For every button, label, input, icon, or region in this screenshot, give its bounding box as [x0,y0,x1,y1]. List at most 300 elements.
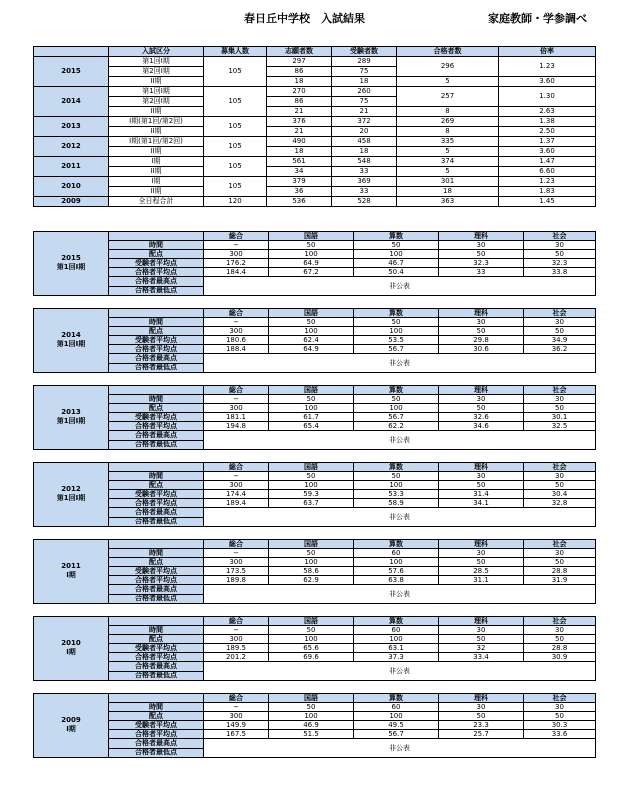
score-cell: 32.8 [524,499,596,508]
score-cell: 100 [354,712,439,721]
score-cell: 58.9 [354,499,439,508]
table-row [34,354,596,363]
subject-header: 理科 [439,617,524,626]
score-cell: 64.9 [269,259,354,268]
score-cell: 67.2 [269,268,354,277]
subject-header: 算数 [354,540,439,549]
non-public-cell: 非公表 [204,354,596,372]
table-row [34,508,596,517]
row-label: 受験者平均点 [109,413,204,422]
ratio-cell: 1.23 [499,177,596,187]
session-cell: II期 [109,107,204,117]
applicants-cell: 21 [267,127,332,137]
subject-header: 国語 [269,463,354,472]
session-cell: 第2回I期 [109,97,204,107]
score-cell: 30 [524,395,596,404]
session-cell: II期 [109,187,204,197]
score-cell: 181.1 [204,413,269,422]
score-cell: 300 [204,404,269,413]
score-cell: 50 [439,712,524,721]
capacity-cell: 105 [204,177,267,197]
score-cell: 50 [439,635,524,644]
score-cell: 63.7 [269,499,354,508]
capacity-cell: 105 [204,57,267,87]
non-public-cell: 非公表 [204,277,596,295]
applicants-cell: 376 [267,117,332,127]
score-cell: 30.1 [524,413,596,422]
passed-cell: 5 [397,147,499,157]
header-cell [109,540,204,549]
score-cell: 60 [354,703,439,712]
score-cell: 46.9 [269,721,354,730]
passed-cell: 5 [397,77,499,87]
score-cell: 30 [439,703,524,712]
capacity-cell: 105 [204,87,267,117]
row-label: 合格者平均点 [109,730,204,739]
score-cell: 300 [204,558,269,567]
subject-header: 社会 [524,232,596,241]
score-cell: 189.8 [204,576,269,585]
passed-cell: 18 [397,187,499,197]
score-cell: 53.5 [354,336,439,345]
score-cell: 25.7 [439,730,524,739]
score-cell: 100 [269,712,354,721]
applicants-cell: 21 [267,107,332,117]
passed-cell: 296 [397,57,499,77]
score-cell: 23.3 [439,721,524,730]
examinees-cell: 20 [332,127,397,137]
score-cell: 176.2 [204,259,269,268]
year-cell: 2011 [34,157,109,177]
score-cell: 30 [524,472,596,481]
year-label: 2011 [61,562,81,571]
score-cell: 50 [269,703,354,712]
table-row [34,77,596,87]
applicants-cell: 561 [267,157,332,167]
score-cell: 30 [439,549,524,558]
header-row [34,463,596,472]
table-row [34,499,596,508]
score-cell: 65.6 [269,644,354,653]
score-cell: 53.3 [354,490,439,499]
subject-header: 総合 [204,694,269,703]
subject-header: 理科 [439,232,524,241]
examinees-cell: 33 [332,167,397,177]
row-label: 合格者最高点 [109,354,204,363]
row-label: 配点 [109,712,204,721]
examinees-cell: 75 [332,67,397,77]
score-cell: 64.9 [269,345,354,354]
header-cell [34,47,109,57]
subject-header: 理科 [439,694,524,703]
subject-header: 国語 [269,386,354,395]
score-cell: 100 [354,635,439,644]
examinees-cell: 548 [332,157,397,167]
score-cell: 180.6 [204,336,269,345]
term-label: 第1回I期 [56,263,86,272]
score-cell: 100 [354,327,439,336]
score-cell: 50 [269,241,354,250]
row-label: 合格者最高点 [109,277,204,286]
header-cell: 倍率 [499,47,596,57]
score-cell: 50 [524,481,596,490]
row-label: 受験者平均点 [109,490,204,499]
score-cell: 50 [524,404,596,413]
row-label: 合格者最低点 [109,517,204,526]
score-cell: 100 [354,250,439,259]
row-label: 受験者平均点 [109,644,204,653]
score-cell: 32 [439,644,524,653]
score-cell: 32.6 [439,413,524,422]
score-cell: 50 [354,472,439,481]
score-cell: 194.8 [204,422,269,431]
examinees-cell: 21 [332,107,397,117]
passed-cell: 374 [397,157,499,167]
year-label: 2010 [61,639,81,648]
passed-cell: 335 [397,137,499,147]
table-row [34,662,596,671]
subject-header: 総合 [204,463,269,472]
year-cell: 2009 [34,197,109,207]
score-cell: 50 [269,472,354,481]
ratio-cell: 1.37 [499,137,596,147]
row-label: 受験者平均点 [109,567,204,576]
examinees-cell: 372 [332,117,397,127]
table-row [34,567,596,576]
score-cell: − [204,549,269,558]
score-cell: 50 [439,250,524,259]
session-cell: I期(第1回/第2回) [109,117,204,127]
score-cell: 50 [269,318,354,327]
score-cell: 37.3 [354,653,439,662]
score-cell: 188.4 [204,345,269,354]
score-cell: 50 [524,712,596,721]
examinees-cell: 289 [332,57,397,67]
score-cell: 50 [524,250,596,259]
score-cell: 100 [269,558,354,567]
session-cell: II期 [109,147,204,157]
table-row [34,422,596,431]
score-table [33,308,596,373]
score-cell: 31.1 [439,576,524,585]
ratio-cell: 1.47 [499,157,596,167]
score-cell: 56.7 [354,730,439,739]
term-label: 第1回I期 [56,340,86,349]
score-cell: 62.9 [269,576,354,585]
session-cell: II期 [109,127,204,137]
table-row [34,241,596,250]
score-cell: 62.2 [354,422,439,431]
subject-header: 算数 [354,617,439,626]
subject-header: 理科 [439,540,524,549]
score-cell: 100 [354,558,439,567]
header-cell [109,386,204,395]
subject-header: 算数 [354,386,439,395]
score-cell: 201.2 [204,653,269,662]
score-cell: 34.1 [439,499,524,508]
examinees-cell: 260 [332,87,397,97]
score-cell: 63.1 [354,644,439,653]
session-cell: I期 [109,157,204,167]
source-label: 家庭教師・学参調べ [488,12,587,25]
score-cell: 28.8 [524,644,596,653]
header-cell: 合格者数 [397,47,499,57]
table-row [34,187,596,197]
score-cell: 184.4 [204,268,269,277]
header-cell [109,232,204,241]
applicants-cell: 18 [267,77,332,87]
subject-header: 社会 [524,540,596,549]
table-row [34,721,596,730]
score-table [33,539,596,604]
header-row [34,309,596,318]
examinees-cell: 369 [332,177,397,187]
row-label: 時間 [109,703,204,712]
subject-header: 算数 [354,463,439,472]
score-cell: 30.3 [524,721,596,730]
row-label: 配点 [109,558,204,567]
score-cell: 30.9 [524,653,596,662]
passed-cell: 363 [397,197,499,207]
applicants-cell: 36 [267,187,332,197]
score-cell: 33.6 [524,730,596,739]
year-term-cell [34,540,109,604]
header-cell [109,694,204,703]
header-cell: 受験者数 [332,47,397,57]
score-cell: 32.3 [439,259,524,268]
subject-header: 算数 [354,694,439,703]
score-cell: 69.6 [269,653,354,662]
score-cell: 100 [354,481,439,490]
passed-cell: 8 [397,107,499,117]
score-table [33,693,596,758]
table-row [34,137,596,147]
score-cell: 30 [524,703,596,712]
score-cell: 100 [269,404,354,413]
score-cell: 30.6 [439,345,524,354]
score-cell: 30 [524,318,596,327]
year-term-cell [34,617,109,681]
header-cell [109,309,204,318]
row-label: 合格者平均点 [109,345,204,354]
score-cell: 50 [269,395,354,404]
header-cell [109,463,204,472]
subject-header: 算数 [354,232,439,241]
table-row [34,703,596,712]
score-cell: 50 [439,327,524,336]
score-cell: 50 [524,327,596,336]
score-cell: 28.8 [524,567,596,576]
score-cell: 50 [269,626,354,635]
passed-cell: 269 [397,117,499,127]
table-row [34,481,596,490]
capacity-cell: 120 [204,197,267,207]
capacity-cell: 105 [204,117,267,137]
examinees-cell: 18 [332,77,397,87]
score-cell: 300 [204,327,269,336]
examinees-cell: 458 [332,137,397,147]
applicants-cell: 86 [267,97,332,107]
passed-cell: 8 [397,127,499,137]
score-cell: − [204,703,269,712]
table-row [34,277,596,286]
term-label: 第1回I期 [56,494,86,503]
non-public-cell: 非公表 [204,431,596,449]
total-row [34,197,596,207]
table-row [34,318,596,327]
applicants-cell: 86 [267,67,332,77]
score-cell: 100 [354,404,439,413]
table-row [34,404,596,413]
row-label: 合格者最低点 [109,363,204,372]
row-label: 合格者平均点 [109,653,204,662]
score-cell: 60 [354,549,439,558]
table-row [34,635,596,644]
session-cell: II期 [109,167,204,177]
row-label: 合格者最低点 [109,440,204,449]
score-cell: − [204,626,269,635]
session-cell: 第2回I期 [109,67,204,77]
table-row [34,336,596,345]
term-label: I期 [66,571,76,580]
score-cell: 50 [439,558,524,567]
header-row [34,540,596,549]
score-cell: 100 [269,635,354,644]
row-label: 合格者最高点 [109,431,204,440]
ratio-cell: 1.38 [499,117,596,127]
ratio-cell: 1.30 [499,87,596,107]
ratio-cell: 2.50 [499,127,596,137]
term-label: 第1回I期 [56,417,86,426]
table-row [34,107,596,117]
score-cell: 100 [269,250,354,259]
year-label: 2012 [61,485,81,494]
header-cell: 志願者数 [267,47,332,57]
header-row [34,232,596,241]
row-label: 受験者平均点 [109,259,204,268]
score-cell: 65.4 [269,422,354,431]
subject-header: 総合 [204,540,269,549]
examinees-cell: 75 [332,97,397,107]
score-cell: 30 [439,395,524,404]
score-cell: 167.5 [204,730,269,739]
score-table [33,231,596,296]
row-label: 合格者平均点 [109,576,204,585]
table-row [34,730,596,739]
score-cell: 30.4 [524,490,596,499]
score-cell: 31.4 [439,490,524,499]
year-term-cell [34,309,109,373]
year-cell: 2010 [34,177,109,197]
score-cell: 100 [269,481,354,490]
score-cell: 30 [439,472,524,481]
subject-header: 総合 [204,386,269,395]
score-cell: 51.5 [269,730,354,739]
session-cell: II期 [109,77,204,87]
year-label: 2009 [61,716,81,725]
table-row [34,327,596,336]
score-table [33,385,596,450]
score-table [33,462,596,527]
applicants-cell: 379 [267,177,332,187]
row-label: 合格者最高点 [109,662,204,671]
row-label: 配点 [109,327,204,336]
score-cell: 56.7 [354,345,439,354]
score-cell: 50.4 [354,268,439,277]
table-row [34,576,596,585]
table-row [34,739,596,748]
applicants-cell: 490 [267,137,332,147]
row-label: 合格者平均点 [109,268,204,277]
score-cell: 62.4 [269,336,354,345]
score-cell: 32.5 [524,422,596,431]
non-public-cell: 非公表 [204,739,596,757]
score-cell: 46.7 [354,259,439,268]
table-row [34,345,596,354]
header-row [34,617,596,626]
row-label: 受験者平均点 [109,721,204,730]
score-cell: 50 [439,404,524,413]
row-label: 時間 [109,472,204,481]
year-label: 2014 [61,331,81,340]
session-cell: I期(第1回/第2回) [109,137,204,147]
capacity-cell: 105 [204,157,267,177]
header-row [34,694,596,703]
table-row [34,549,596,558]
table-row [34,250,596,259]
row-label: 時間 [109,549,204,558]
score-cell: 33 [439,268,524,277]
subject-header: 社会 [524,463,596,472]
row-label: 合格者平均点 [109,422,204,431]
score-cell: 29.8 [439,336,524,345]
year-label: 2013 [61,408,81,417]
score-cell: 32.3 [524,259,596,268]
row-label: 受験者平均点 [109,336,204,345]
score-table [33,616,596,681]
subject-header: 理科 [439,463,524,472]
year-term-cell [34,694,109,758]
table-row [34,558,596,567]
ratio-cell: 1.45 [499,197,596,207]
table-row [34,431,596,440]
applicants-cell: 34 [267,167,332,177]
row-label: 配点 [109,404,204,413]
subject-header: 社会 [524,386,596,395]
row-label: 合格者最低点 [109,748,204,757]
row-label: 時間 [109,241,204,250]
non-public-cell: 非公表 [204,585,596,603]
row-label: 時間 [109,318,204,327]
score-cell: 58.6 [269,567,354,576]
table-row [34,157,596,167]
score-cell: 300 [204,712,269,721]
ratio-cell: 2.63 [499,107,596,117]
score-cell: 30 [439,241,524,250]
subject-header: 国語 [269,694,354,703]
table-row [34,57,596,67]
score-cell: 300 [204,635,269,644]
table-row [34,490,596,499]
subject-header: 国語 [269,540,354,549]
year-term-cell [34,386,109,450]
score-cell: 50 [354,241,439,250]
applicants-cell: 18 [267,147,332,157]
table-row [34,653,596,662]
examinees-cell: 33 [332,187,397,197]
table-row [34,87,596,97]
examinees-cell: 18 [332,147,397,157]
